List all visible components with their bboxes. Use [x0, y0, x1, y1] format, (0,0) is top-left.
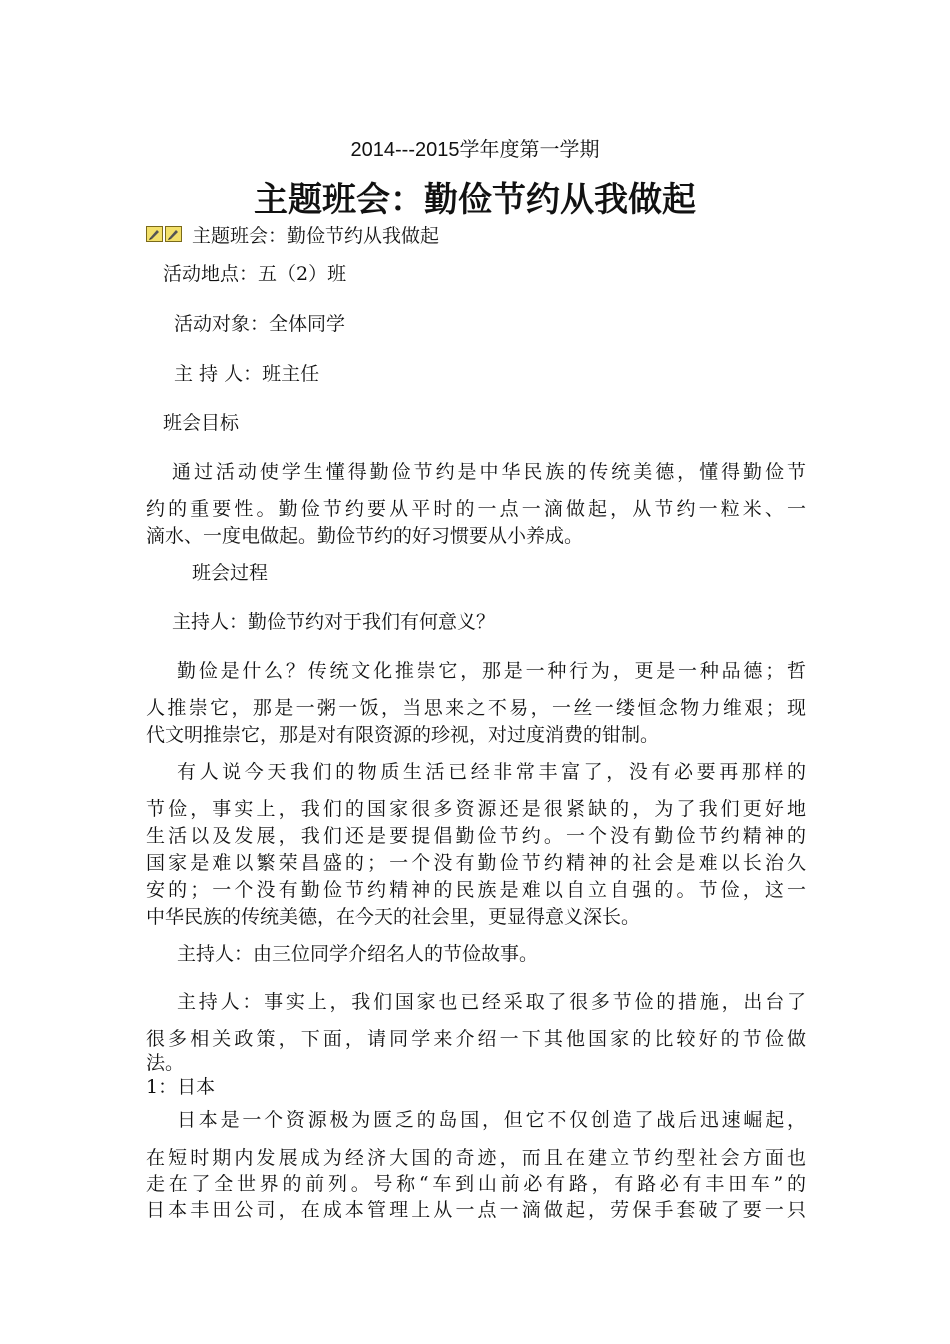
host-question-line: 主持人：勤俭节约对于我们有何意义？ — [172, 611, 496, 633]
paragraph-line: 安的；一个没有勤俭节约精神的民族是难以自立自强的。节俭，这一 — [146, 879, 806, 901]
paragraph-line: 勤俭是什么？传统文化推崇它，那是一种行为，更是一种品德；哲 — [177, 660, 806, 682]
icon-group — [146, 226, 182, 242]
paragraph-line: 节俭，事实上，我们的国家很多资源还是很紧缺的，为了我们更好地 — [146, 798, 806, 820]
host-line: 主 持 人：班主任 — [174, 363, 320, 385]
paragraph-line: 生活以及发展，我们还是要提倡勤俭节约。一个没有勤俭节约精神的 — [146, 825, 806, 847]
location-line: 活动地点：五（2）班 — [163, 263, 347, 285]
paragraph-line: 主持人：事实上，我们国家也已经采取了很多节俭的措施，出台了 — [177, 991, 806, 1013]
paragraph-line: 有人说今天我们的物质生活已经非常丰富了，没有必要再那样的 — [177, 761, 806, 783]
goal-paragraph-line: 约的重要性。勤俭节约要从平时的一点一滴做起，从节约一粒米、一 — [146, 498, 806, 520]
process-heading: 班会过程 — [192, 562, 269, 584]
paragraph-line: 日本是一个资源极为匮乏的岛国，但它不仅创造了战后迅速崛起， — [177, 1109, 806, 1131]
audience-line: 活动对象：全体同学 — [174, 313, 346, 335]
semester-subtitle: 2014---2015学年度第一学期 — [350, 139, 600, 161]
paragraph-line: 走在了全世界的前列。号称“车到山前必有路，有路必有丰田车”的 — [146, 1173, 806, 1195]
goal-heading: 班会目标 — [163, 412, 240, 434]
pencil-note-icon — [165, 226, 182, 242]
paragraph-line: 在短时期内发展成为经济大国的奇迹，而且在建立节约型社会方面也 — [146, 1147, 806, 1169]
goal-paragraph-line: 通过活动使学生懂得勤俭节约是中华民族的传统美德，懂得勤俭节 — [172, 461, 806, 483]
paragraph-line: 国家是难以繁荣昌盛的；一个没有勤俭节约精神的社会是难以长治久 — [146, 852, 806, 874]
document-title: 主题班会：勤俭节约从我做起 — [254, 180, 696, 220]
paragraph-line: 代文明推崇它，那是对有限资源的珍视，对过度消费的钳制。 — [146, 724, 660, 746]
paragraph-line: 中华民族的传统美德，在今天的社会里，更显得意义深长。 — [146, 906, 641, 928]
paragraph-line: 日本丰田公司，在成本管理上从一点一滴做起，劳保手套破了要一只 — [146, 1199, 806, 1221]
host-story-line: 主持人：由三位同学介绍名人的节俭故事。 — [177, 943, 539, 965]
paragraph-line: 人推崇它，那是一粥一饭，当思来之不易，一丝一缕恒念物力维艰；现 — [146, 697, 806, 719]
paragraph-line: 很多相关政策，下面，请同学来介绍一下其他国家的比较好的节俭做 — [146, 1028, 806, 1050]
paragraph-line: 法。 — [146, 1052, 185, 1074]
goal-paragraph-line: 滴水、一度电做起。勤俭节约的好习惯要从小养成。 — [146, 525, 584, 547]
japan-heading: 1：日本 — [146, 1076, 216, 1098]
pencil-note-icon — [146, 226, 163, 242]
topic-line: 主题班会：勤俭节约从我做起 — [192, 225, 440, 247]
